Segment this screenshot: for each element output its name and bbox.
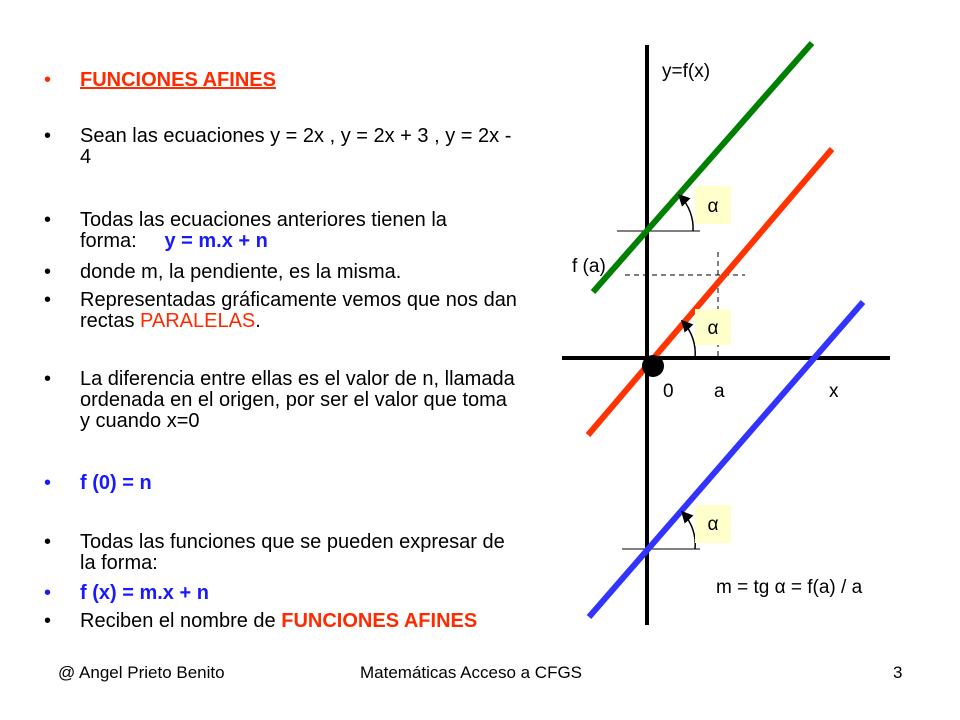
footer-author: @ Angel Prieto Benito xyxy=(58,663,225,682)
x-axis-label: x xyxy=(829,381,839,402)
paralelas-word: PARALELAS xyxy=(140,310,256,332)
form-formula: y = m.x + n xyxy=(164,230,268,252)
y-axis-label: y=f(x) xyxy=(662,61,711,82)
origin-label: 0 xyxy=(663,381,674,402)
funciones-afines-word: FUNCIONES AFINES xyxy=(281,610,478,632)
alpha-label-middle: α xyxy=(707,318,719,339)
slope-formula: m = tg α = f(a) / a xyxy=(716,577,863,598)
footer-course: Matemáticas Acceso a CFGS xyxy=(360,663,583,682)
angle-arc-middle xyxy=(683,322,695,358)
angle-arc-bottom xyxy=(683,513,695,549)
footer-page-number: 3 xyxy=(893,663,903,682)
section-title: FUNCIONES AFINES xyxy=(80,69,276,91)
a-label: a xyxy=(714,381,725,402)
angle-arc-top xyxy=(680,196,693,231)
alpha-label-bottom: α xyxy=(707,514,719,535)
alpha-label-top: α xyxy=(707,196,719,217)
blue-line xyxy=(589,302,863,617)
origin-point xyxy=(642,355,664,377)
fa-label: f (a) xyxy=(572,256,606,277)
